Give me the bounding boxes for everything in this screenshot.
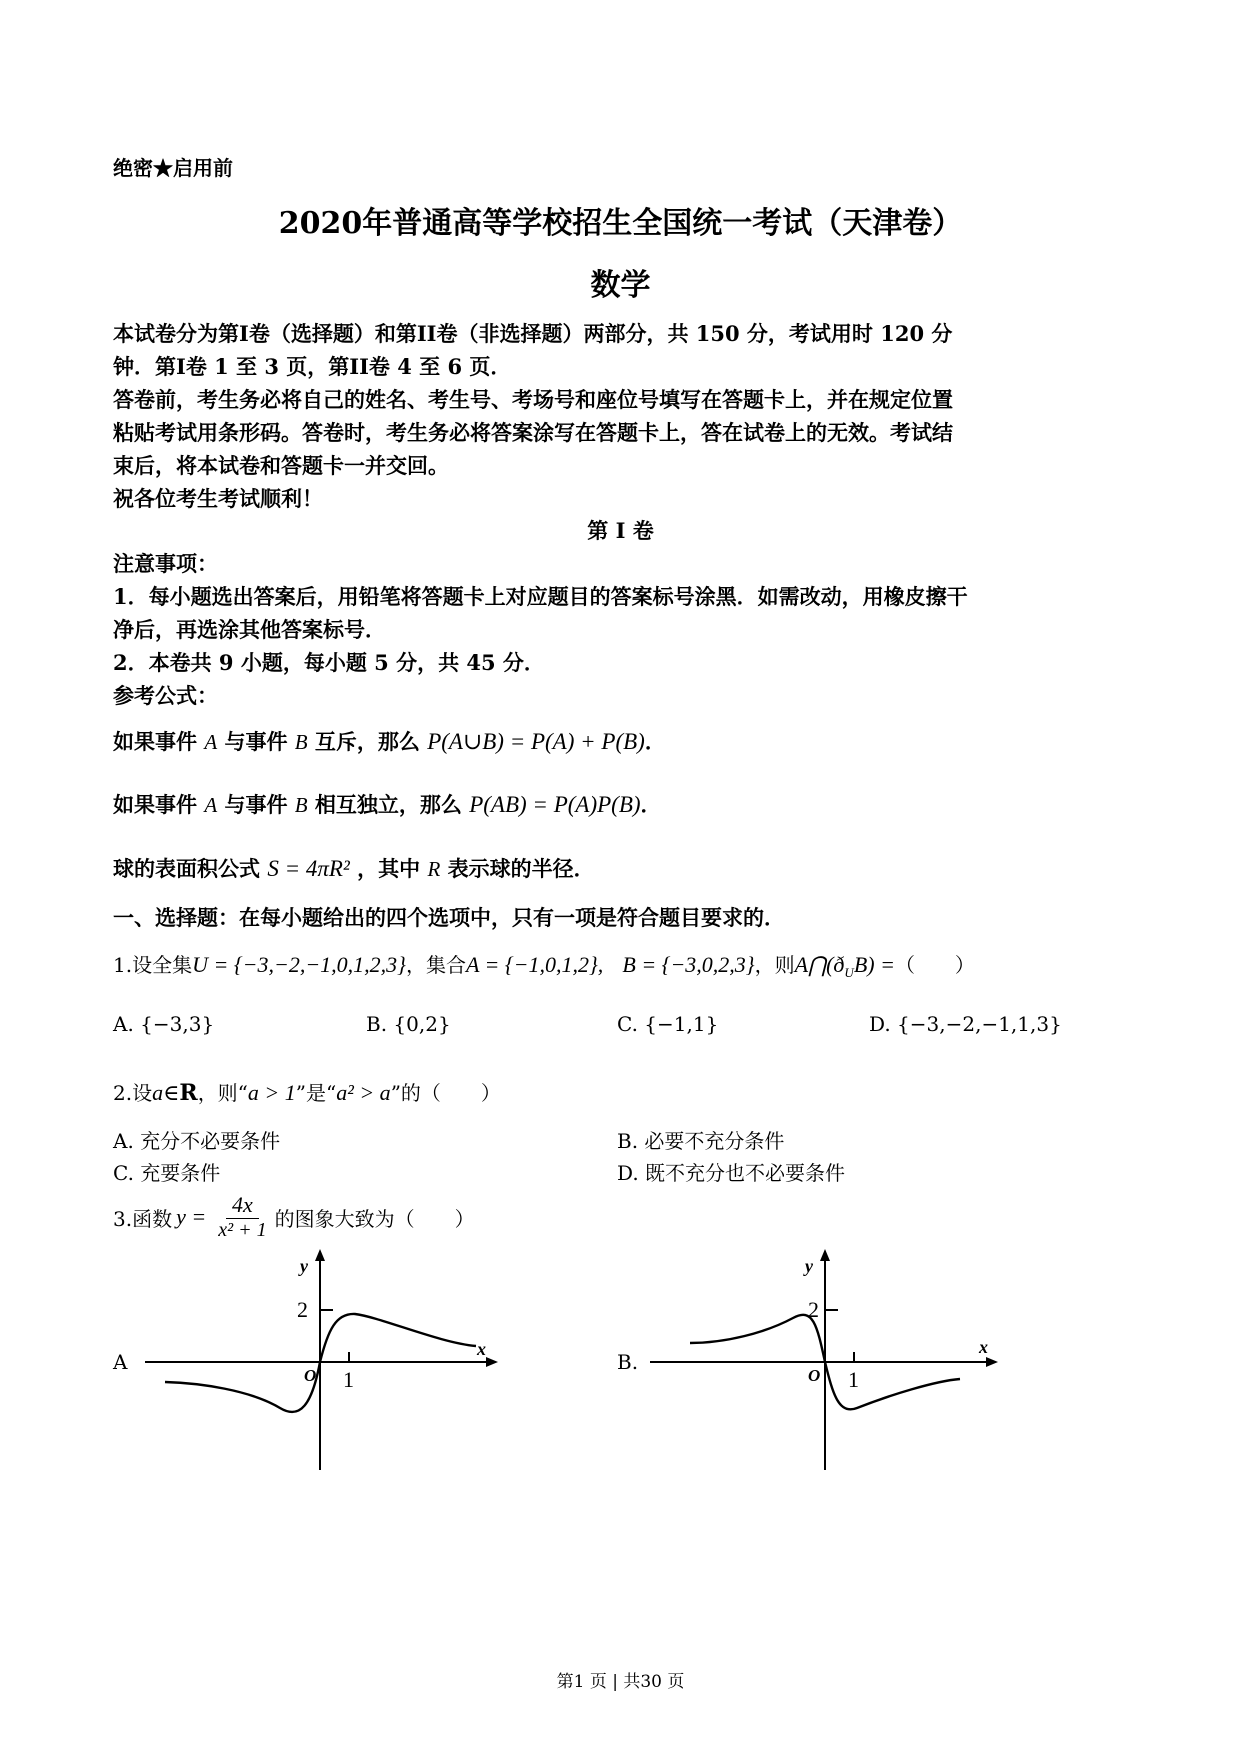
graph-a-tick-y-label: 2	[297, 1297, 308, 1322]
graph-b-tick-x-label: 1	[848, 1367, 859, 1392]
exam-title: 2020年普通高等学校招生全国统一考试（天津卷）	[278, 206, 963, 241]
graph-b	[645, 1245, 1015, 1475]
subject-title: 数学	[590, 268, 651, 303]
notice-2: 2．本卷共 9 小题，每小题 5 分，共 45 分．	[113, 650, 545, 675]
section-title: 第 I 卷	[587, 518, 654, 543]
q1-option-d: D. {−3,−2,−1,1,3}	[869, 1012, 1062, 1036]
graph-a-label: A	[113, 1350, 128, 1374]
intro-line-6: 祝各位考生考试顺利！	[113, 486, 323, 511]
q2-option-b: B. 必要不充分条件	[617, 1129, 785, 1153]
graph-b-label: B.	[617, 1350, 639, 1374]
formula-title: 参考公式：	[113, 683, 218, 708]
graph-a-origin: O	[304, 1366, 317, 1385]
q2-option-a: A. 充分不必要条件	[113, 1129, 281, 1153]
graph-a-y-arrow	[315, 1249, 325, 1261]
notice-1a: 1．每小题选出答案后，用铅笔将答题卡上对应题目的答案标号涂黑．如需改动，用橡皮擦干	[113, 584, 968, 609]
graph-b-y-arrow	[820, 1249, 830, 1261]
confidential-label: 绝密★启用前	[113, 156, 233, 180]
question-1: 1.设全集U = {−3,−2,−1,0,1,2,3}，集合A = {−1,0,1,2}, B = {−3,0,2,3}，则$A⋂(ð_UB)$ =（ ）	[113, 952, 975, 980]
graph-b-y-label: y	[805, 1256, 813, 1276]
graph-b-tick-y-label: 2	[808, 1297, 819, 1322]
graph-a-x-label: x	[477, 1339, 486, 1359]
intro-line-4: 粘贴考试用条形码。答卷时，考生务必将答案涂写在答题卡上，答在试卷上的无效。考试结	[113, 420, 953, 445]
intro-line-5: 束后，将本试卷和答题卡一并交回。	[113, 453, 449, 478]
intro-line-3: 答卷前，考生务必将自己的姓名、考生号、考场号和座位号填写在答题卡上，并在规定位置	[113, 387, 953, 412]
q1-option-a: A. {−3,3}	[113, 1012, 215, 1036]
part-heading: 一、选择题：在每小题给出的四个选项中，只有一项是符合题目要求的．	[113, 905, 785, 930]
graph-a-y-label: y	[300, 1256, 308, 1276]
page-footer: 第1 页 | 共30 页	[556, 1672, 685, 1692]
q2-option-c: C. 充要条件	[113, 1161, 221, 1185]
q1-option-c: C. {−1,1}	[617, 1012, 719, 1036]
notice-1b: 净后，再选涂其他答案标号．	[113, 617, 386, 642]
graph-b-origin: O	[808, 1366, 821, 1385]
graph-a-x-arrow	[486, 1357, 498, 1367]
question-2: 2.设a∈R，则“a > 1”是“a² > a”的（ ）	[113, 1080, 501, 1106]
notice-title: 注意事项：	[113, 551, 218, 576]
formula-3: 球的表面积公式 S = 4πR² ，其中 R 表示球的半径．	[113, 856, 595, 881]
question-3: 3.函数 y = $\frac{4x}{\text{x² + 1}}$ 的图象大致为（ ）	[113, 1192, 475, 1241]
intro-line-1: 本试卷分为第I卷（选择题）和第II卷（非选择题）两部分，共 150 分，考试用时 120 分	[113, 321, 953, 346]
graph-a-tick-x-label: 1	[343, 1367, 354, 1392]
q1-option-b: B. {0,2}	[366, 1012, 451, 1036]
graph-b-x-label: x	[979, 1337, 988, 1357]
fraction: $\frac{4x}{\text{x² + 1}}$	[218, 1192, 267, 1241]
graph-a	[140, 1245, 510, 1475]
graph-b-x-arrow	[986, 1357, 998, 1367]
formula-2: 如果事件 A 与事件 B 相互独立，那么 P(AB) = P(A)P(B)．	[113, 792, 662, 817]
intro-line-2: 钟．第I卷 1 至 3 页，第II卷 4 至 6 页．	[113, 354, 512, 379]
formula-1: 如果事件 A 与事件 B 互斥，那么 P(A∪B) = P(A) + P(B)．	[113, 729, 666, 754]
q2-option-d: D. 既不充分也不必要条件	[617, 1161, 846, 1185]
